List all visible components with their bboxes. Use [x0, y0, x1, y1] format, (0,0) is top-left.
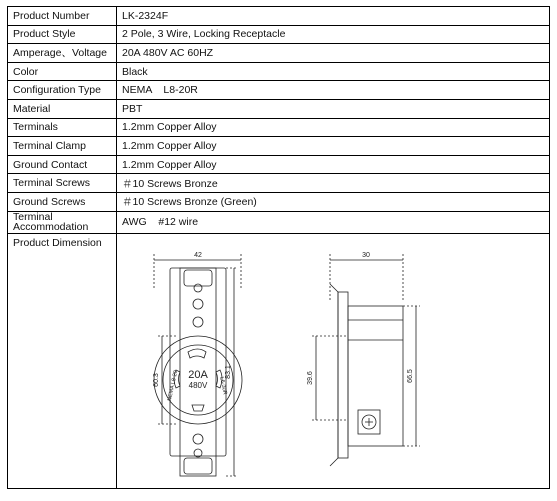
- rating-volt-text: 480V: [188, 381, 208, 390]
- product-dimension-drawing: [118, 240, 548, 492]
- spec-label: Terminal Clamp: [8, 137, 117, 156]
- spec-label: Product Style: [8, 25, 117, 44]
- spec-value: ＃10 Screws Bronze: [117, 174, 550, 193]
- spec-value: AWG #12 wire: [117, 211, 550, 233]
- spec-value: NEMA L8-20R: [117, 81, 550, 100]
- spec-row: [8, 25, 550, 44]
- spec-row: [8, 118, 550, 137]
- spec-label: Configuration Type: [8, 81, 117, 100]
- spec-label: Amperage、Voltage: [8, 44, 117, 63]
- spec-row: [8, 137, 550, 156]
- spec-label: Color: [8, 62, 117, 81]
- spec-value: 2 Pole, 3 Wire, Locking Receptacle: [117, 25, 550, 44]
- spec-value: ＃10 Screws Bronze (Green): [117, 192, 550, 211]
- side-plate-outline: [330, 284, 338, 466]
- spec-value: 1.2mm Copper Alloy: [117, 155, 550, 174]
- spec-label: Terminal Accommodation: [8, 211, 117, 233]
- spec-row: [8, 174, 550, 193]
- face-left-text: NEMA L8-20: [166, 369, 180, 402]
- spec-label: Product Number: [8, 7, 117, 26]
- side-outer-height-text: 66.5: [407, 369, 414, 383]
- spec-label: Terminals: [8, 118, 117, 137]
- dimension-label: Product Dimension: [8, 233, 117, 488]
- spec-label: Ground Screws: [8, 192, 117, 211]
- front-width-text: 42: [194, 252, 202, 259]
- spec-row: [8, 211, 550, 233]
- side-inner-height-text: 39.6: [307, 371, 314, 385]
- spec-value: 20A 480V AC 60HZ: [117, 44, 550, 63]
- side-depth-text: 30: [362, 252, 370, 259]
- spec-value: 1.2mm Copper Alloy: [117, 118, 550, 137]
- spec-row: [8, 155, 550, 174]
- spec-label: Material: [8, 99, 117, 118]
- spec-value: PBT: [117, 99, 550, 118]
- spec-row: [8, 99, 550, 118]
- spec-row: [8, 81, 550, 100]
- rating-amp-text: 20A: [188, 369, 208, 381]
- spec-row: [8, 7, 550, 26]
- face-right-text: L6-30R: [218, 376, 228, 396]
- front-inner-height-text: 60.3: [153, 373, 160, 387]
- spec-value: Black: [117, 62, 550, 81]
- spec-label: Ground Contact: [8, 155, 117, 174]
- front-body-outline: [170, 268, 226, 456]
- spec-row: [8, 44, 550, 63]
- spec-value: LK-2324F: [117, 7, 550, 26]
- spec-value: 1.2mm Copper Alloy: [117, 137, 550, 156]
- front-outer-height-text: 83.1: [225, 365, 232, 379]
- dimension-drawing-svg: [118, 240, 548, 492]
- spec-row: [8, 62, 550, 81]
- spec-row: [8, 192, 550, 211]
- spec-label: Terminal Screws: [8, 174, 117, 193]
